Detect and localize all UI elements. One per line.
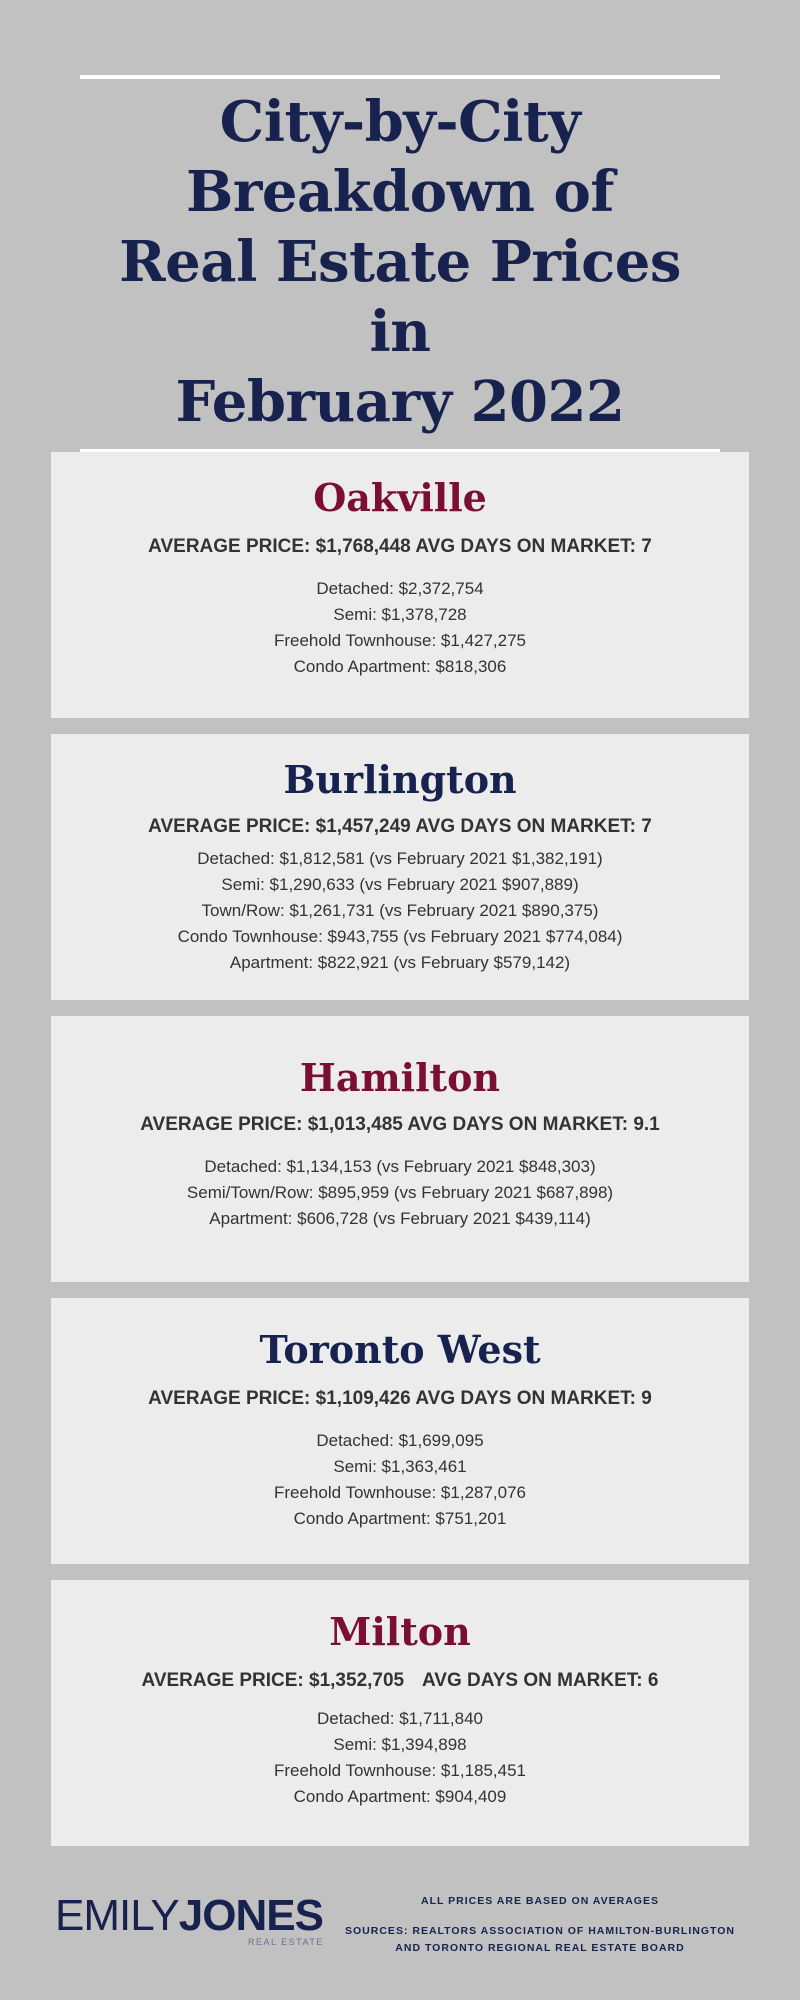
detail-line: Condo Townhouse: $943,755 (vs February 2021 $774,084): [177, 927, 623, 946]
city-stats: [51, 1668, 749, 1694]
detail-line: Condo Apartment: $818,306: [293, 657, 507, 676]
days-on-market: AVG DAYS ON MARKET: 7: [415, 816, 652, 837]
detail-line: Freehold Townhouse: $1,185,451: [273, 1761, 527, 1780]
detail-line: Freehold Townhouse: $1,287,076: [273, 1483, 527, 1502]
footer-notes: [330, 1880, 750, 1957]
city-card-burlington: [51, 734, 749, 1000]
detail-line: Semi: $1,378,728: [333, 605, 467, 624]
average-price: AVERAGE PRICE: $1,352,705: [141, 1670, 405, 1691]
average-price: AVERAGE PRICE: $1,457,249: [148, 816, 411, 837]
page-title: [80, 87, 720, 437]
average-price: AVERAGE PRICE: $1,013,485: [140, 1114, 403, 1135]
detail-line: Freehold Townhouse: $1,427,275: [273, 631, 527, 650]
price-details: [51, 1428, 749, 1532]
price-details: [51, 576, 749, 680]
city-name: Oakville: [313, 475, 487, 520]
page-header: [80, 75, 720, 453]
price-details: [51, 1706, 749, 1810]
city-name: Toronto West: [259, 1327, 541, 1372]
average-price: AVERAGE PRICE: $1,768,448: [148, 536, 411, 557]
title-line: City-by-City: [219, 89, 581, 155]
days-on-market: AVG DAYS ON MARKET: 7: [415, 536, 652, 557]
city-card-toronto-west: [51, 1298, 749, 1564]
city-stats: [51, 1112, 749, 1138]
sources-line: SOURCES: REALTORS ASSOCIATION OF HAMILTON-BURLINGTON: [345, 1925, 735, 1937]
detail-line: Detached: $2,372,754: [316, 579, 484, 598]
sources-line: AND TORONTO REGIONAL REAL ESTATE BOARD: [395, 1942, 685, 1954]
detail-line: Semi: $1,290,633 (vs February 2021 $907,889): [221, 875, 579, 894]
title-line: Real Estate Prices in: [119, 229, 681, 365]
city-stats: [51, 814, 749, 840]
city-card-milton: [51, 1580, 749, 1846]
logo-last-name: JONES: [178, 1891, 323, 1940]
detail-line: Apartment: $822,921 (vs February $579,142): [229, 953, 571, 972]
top-divider: [80, 75, 720, 79]
detail-line: Detached: $1,711,840: [316, 1709, 484, 1728]
logo-tagline: REAL ESTATE: [248, 1937, 324, 1947]
city-card-oakville: [51, 452, 749, 718]
detail-line: Semi: $1,394,898: [333, 1735, 467, 1754]
logo-first-name: EMILY: [55, 1891, 179, 1940]
detail-line: Semi/Town/Row: $895,959 (vs February 2021 $687,898): [186, 1183, 614, 1202]
city-name: Milton: [329, 1609, 471, 1654]
city-card-hamilton: [51, 1016, 749, 1282]
title-line: Breakdown of: [186, 159, 614, 225]
average-price: AVERAGE PRICE: $1,109,426: [148, 1388, 411, 1409]
city-name: Hamilton: [299, 1055, 501, 1100]
averages-note: ALL PRICES ARE BASED ON AVERAGES: [421, 1895, 659, 1907]
detail-line: Detached: $1,699,095: [316, 1431, 484, 1450]
detail-line: Semi: $1,363,461: [333, 1457, 467, 1476]
price-details: [51, 1154, 749, 1232]
detail-line: Detached: $1,812,581 (vs February 2021 $1,382,191): [197, 849, 603, 868]
days-on-market: AVG DAYS ON MARKET: 9.1: [407, 1114, 660, 1135]
title-line: February 2022: [175, 369, 625, 435]
detail-line: Detached: $1,134,153 (vs February 2021 $848,303): [204, 1157, 596, 1176]
city-stats: [51, 534, 749, 560]
city-name: Burlington: [283, 757, 517, 802]
detail-line: Town/Row: $1,261,731 (vs February 2021 $890,375): [201, 901, 599, 920]
price-details: [51, 846, 749, 976]
city-stats: [51, 1386, 749, 1412]
days-on-market: AVG DAYS ON MARKET: 9: [415, 1388, 652, 1409]
detail-line: Condo Apartment: $751,201: [293, 1509, 507, 1528]
page-footer: [0, 1880, 800, 1970]
detail-line: Apartment: $606,728 (vs February 2021 $439,114): [209, 1209, 591, 1228]
detail-line: Condo Apartment: $904,409: [293, 1787, 507, 1806]
days-on-market: AVG DAYS ON MARKET: 6: [421, 1670, 659, 1691]
brand-logo: [55, 1891, 330, 1947]
